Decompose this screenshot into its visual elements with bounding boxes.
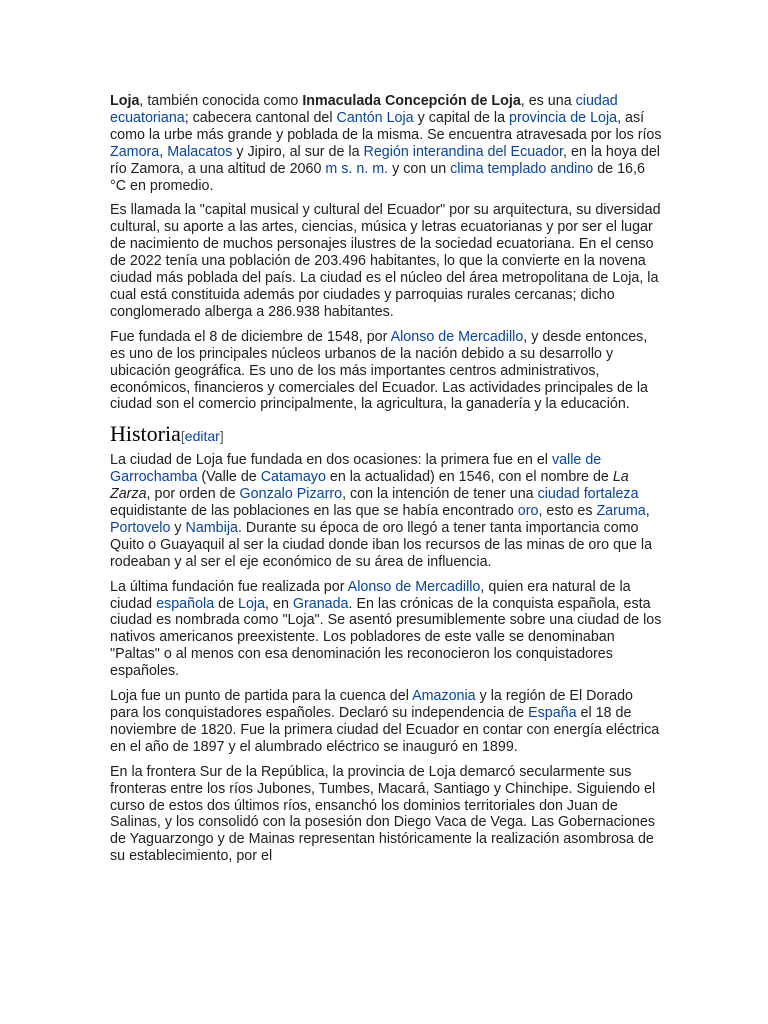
text-run: , quien era natural de la ciudad [110,578,631,612]
link-gonzalo-pizarro[interactable]: Gonzalo Pizarro [239,486,343,503]
text-run: En la frontera Sur de la República, la provincia de Loja demarcó secularmente sus fronteras entre los ríos Jubones, Tumbes, Macará, Santiago y Chinchipe. Siguiendo el curso de estos dos últimos ríos, ensanchó los dominios territoriales don Juan de Salinas, y los consolidó con la posesión don Diego Vaca de Vega. Las Gobernaciones de Yaguarzongo y de Mainas representan históricamente la realización asombrosa de su establecimiento, por el [110,763,656,865]
text-run: y Jipiro, al sur de la [232,143,364,160]
text-run: , [645,503,650,520]
text-run: . Durante su época de oro llegó a tener tanta importancia como Quito o Guayaquil al ser la ciudad donde iban los recursos de las minas de oro que la rodeaban y al ser el eje económico de su área de influencia. [110,519,653,570]
link-region-interandina-del-ecuador[interactable]: Región interandina del Ecuador [363,143,564,160]
text-run: equidistante de las poblaciones en las que se había encontrado [110,503,518,520]
link-valle-de-garrochamba[interactable]: valle de Garrochamba [110,452,602,486]
text-run: y [170,519,186,536]
link-alonso-de-mercadillo[interactable]: Alonso de Mercadillo [390,328,524,345]
text-run: y la región de El Dorado para los conquistadores españoles. Declaró su independencia de [110,688,633,721]
paragraph [110,688,662,756]
italic-term: La Zarza [110,469,629,503]
paragraph [110,202,662,320]
link-provincia-de-loja[interactable]: provincia de Loja [509,109,618,126]
link-catamayo[interactable]: Catamayo [260,469,326,486]
paragraph [110,329,662,414]
intro-section [110,93,662,413]
link-oro[interactable]: oro [517,503,539,520]
text-run: , así como la urbe más grande y poblada de la misma. Se encuentra atravesada por los ríos [110,109,662,143]
section-heading-historia [110,421,662,449]
text-run: ; cabecera cantonal del [184,109,337,126]
paragraph [110,764,662,865]
bold-term: Loja [110,93,140,109]
text-run: , por orden de [146,486,240,503]
historia-section [110,452,662,865]
section-title: Historia [110,421,181,447]
text-run: (Valle de [197,469,261,486]
text-run: , en la hoya del río Zamora, a una altitud de 2060 [110,143,660,177]
text-run: , con la intención de tener una [342,486,538,503]
link-malacatos[interactable]: Malacatos [167,143,233,160]
text-run: , y desde entonces, es uno de los principales núcleos urbanos de la nación debido a su desarrollo y ubicación geográfica. Es uno de los más importantes centros administrativos, económicos, financieros y comerciales del Ecuador. Las actividades principales de la ciudad son el comercio principalmente, la agricultura, la ganadería y la educación. [110,328,649,413]
text-run: Loja fue un punto de partida para la cuenca del [110,688,413,705]
link-zamora[interactable]: Zamora [110,143,160,160]
edit-section-control: [editar] [180,428,224,445]
link-granada[interactable]: Granada [292,595,349,612]
paragraph [110,93,662,194]
text-run: Es llamada la "capital musical y cultural del Ecuador" por su arquitectura, su diversidad cultural, su aporte a las artes, ciencias, música y letras ecuatorianas y por ser el lugar de nacimiento de muchos personajes ilustres de la sociedad ecuatoriana. En el censo de 2022 tenía una población de 203.496 habitantes, lo que la convierte en la novena ciudad más poblada del país. La ciudad es el núcleo del área metropolitana de Loja, la cual está constituida además por ciudades y parroquias rurales cercanas; dicho conglomerado alberga a 286.938 habitantes. [110,202,661,320]
link-zaruma[interactable]: Zaruma [596,503,646,520]
edit-section-link[interactable]: editar [184,428,220,445]
link-m-s-n-m[interactable]: m s. n. m. [325,160,389,177]
link-alonso-de-mercadillo[interactable]: Alonso de Mercadillo [347,578,481,595]
text-run: . En las crónicas de la conquista española, esta ciudad es nombrada como "Loja". Se asentó presumiblemente sobre una ciudad de los nativos americanos preexistente. Los pobladores de este valle se denominaban "Paltas" o al menos con esa denominación les reconocieron los conquistadores españoles. [110,595,662,680]
text-run: en la actualidad) en 1546, con el nombre de [325,469,613,486]
text-run: y con un [388,160,451,177]
text-run: La última fundación fue realizada por [110,578,348,595]
link-portovelo[interactable]: Portovelo [110,519,171,536]
text-run: Fue fundada el 8 de diciembre de 1548, por [110,328,391,345]
link-loja[interactable]: Loja [238,595,266,612]
link-canton-loja[interactable]: Cantón Loja [336,109,414,126]
text-run: de [214,595,239,612]
link-espana[interactable]: España [528,705,577,721]
paragraph [110,579,662,680]
text-run: y capital de la [413,109,510,126]
link-ciudad-ecuatoriana[interactable]: ciudad ecuatoriana [110,93,618,126]
link-ciudad-fortaleza[interactable]: ciudad fortaleza [537,486,639,503]
text-run: el 18 de noviembre de 1820. Fue la primera ciudad del Ecuador en contar con energía eléctrica en el año de 1897 y el alumbrado eléctrico se inauguró en 1899. [110,705,660,755]
text-run: de 16,6 °C en promedio. [110,160,645,194]
text-run: , esto es [538,503,597,520]
text-run: , en [265,595,293,612]
text-run: , es una [520,93,576,109]
link-espanola[interactable]: española [156,595,215,612]
text-run: La ciudad de Loja fue fundada en dos ocasiones: la primera fue en el [110,452,552,469]
link-amazonia[interactable]: Amazonia [412,688,476,705]
text-run: , [159,143,168,160]
link-clima-templado-andino[interactable]: clima templado andino [450,160,594,177]
paragraph [110,452,662,570]
article-body [110,93,662,873]
bold-term: Inmaculada Concepción de Loja [302,93,521,109]
link-nambija[interactable]: Nambija [185,519,238,536]
text-run: , también conocida como [139,93,303,109]
